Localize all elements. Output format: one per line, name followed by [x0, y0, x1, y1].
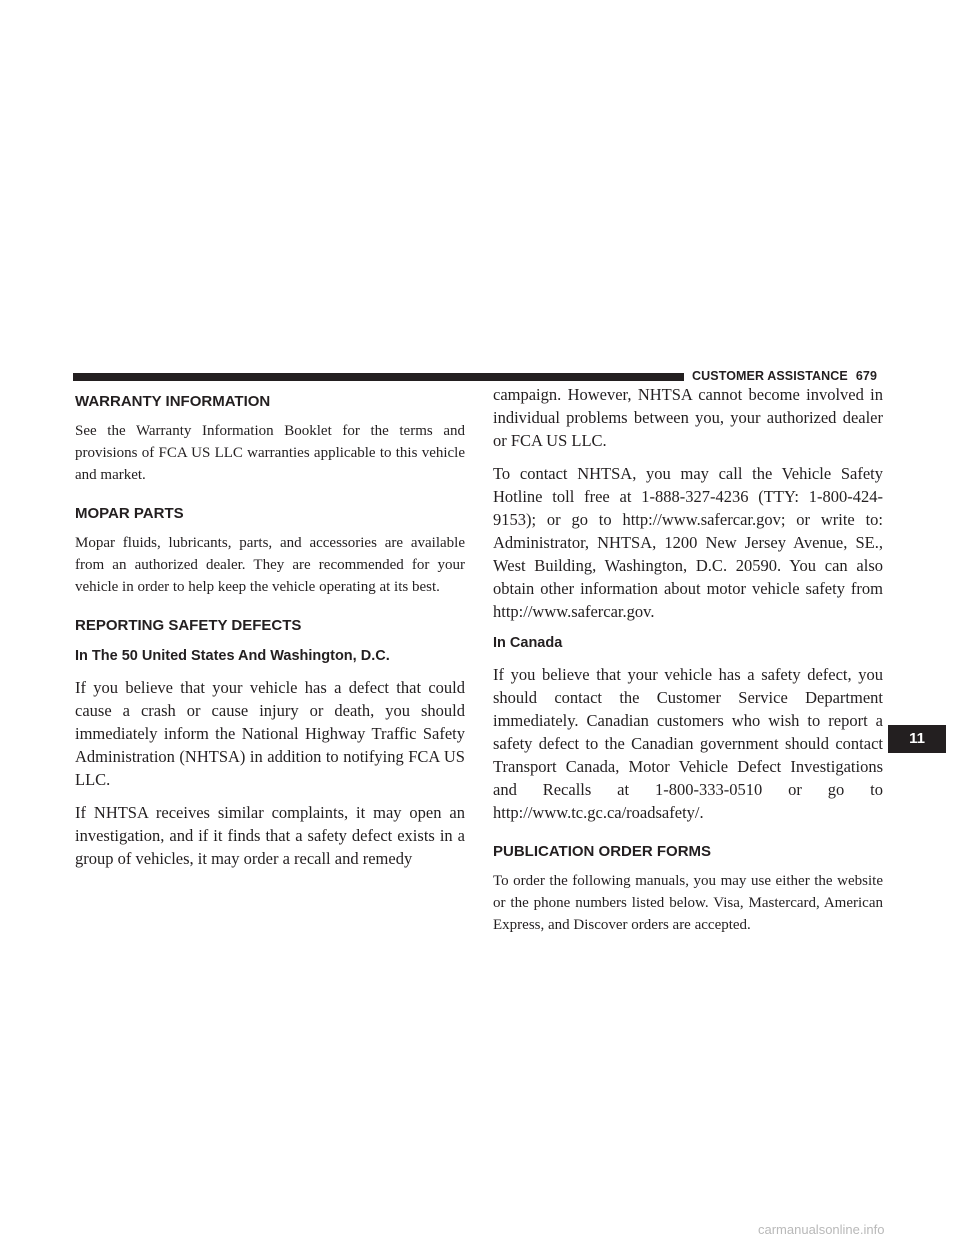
chapter-tab: 11: [888, 725, 946, 753]
warranty-text: See the Warranty Information Booklet for the terms and provisions of FCA US LLC warranties applicable to this vehicle and market.: [75, 423, 465, 483]
contact-paragraph: To contact NHTSA, you may call the Vehicle Safety Hotline toll free at 1-888-327-4236 (TTY: 1-800-424-9153); or go to http://www.safercar.gov; or write to: Administrator, NHTSA, 1200 New Jersey Avenue, SE., West Building, Washington, D.C. 20590. You can also obtain other information about motor vehicle safety from http://www.safercar.gov.: [493, 464, 883, 621]
running-header: [692, 368, 877, 384]
publication-heading: PUBLICATION ORDER FORMS: [493, 843, 712, 860]
section-name: CUSTOMER ASSISTANCE: [692, 369, 848, 383]
warranty-heading: WARRANTY INFORMATION: [75, 393, 271, 410]
publication-text: To order the following manuals, you may use either the website or the phone numbers listed below. Visa, Mastercard, American Express, and Discover orders are accepted.: [493, 873, 883, 933]
us-paragraph-1: If you believe that your vehicle has a defect that could cause a crash or cause injury or death, you should immediately inform the National Highway Traffic Safety Administration (NHTSA) in addition to notifying FCA US LLC.: [75, 678, 465, 789]
watermark: carmanualsonline.info: [758, 1222, 885, 1237]
header-rule: [73, 373, 684, 381]
page-number: 679: [855, 369, 878, 383]
right-column: [493, 383, 883, 936]
mopar-heading: MOPAR PARTS: [75, 505, 184, 522]
us-subheading: In The 50 United States And Washington, D.C.: [75, 648, 390, 664]
reporting-heading: REPORTING SAFETY DEFECTS: [75, 617, 302, 634]
canada-subheading: In Canada: [493, 635, 563, 651]
canada-paragraph: If you believe that your vehicle has a safety defect, you should contact the Customer Service Department immediately. Canadian customers who wish to report a safety defect to the Canadian government should contact Transport Canada, Motor Vehicle Defect Investigations and Recalls at 1-800-333-0510 or go to http://www.tc.gc.ca/roadsafety/.: [493, 665, 883, 822]
continued-paragraph: campaign. However, NHTSA cannot become involved in individual problems between you, your authorized dealer or FCA US LLC.: [493, 385, 883, 450]
us-paragraph-2: If NHTSA receives similar complaints, it may open an investigation, and if it finds that a safety defect exists in a group of vehicles, it may order a recall and remedy: [75, 803, 465, 868]
mopar-text: Mopar fluids, lubricants, parts, and accessories are available from an authorized dealer. They are recommended for your vehicle in order to help keep the vehicle operating at its best.: [75, 535, 465, 595]
left-column: [75, 392, 465, 870]
